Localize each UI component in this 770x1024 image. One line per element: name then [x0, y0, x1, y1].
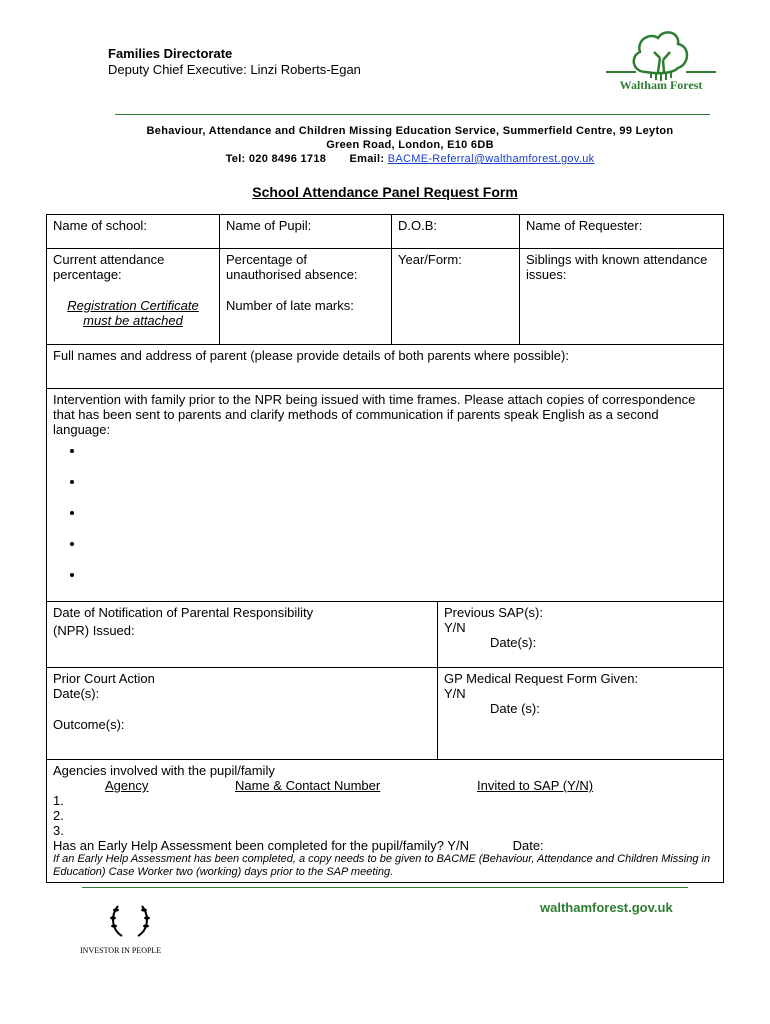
parents-cell[interactable]: [47, 345, 724, 389]
intervention-bullets: [85, 443, 717, 598]
early-help-note: If an Early Help Assessment has been completed, a copy needs to be given to BACME (Behaviour, Attendance and Children Missing in Education) Case Worker two (working) days prior to the SAP meeting.: [53, 853, 711, 878]
sap-yn: Y/N: [444, 620, 466, 635]
outcome-label: Outcome(s):: [53, 717, 125, 732]
npr-cell[interactable]: [47, 602, 438, 668]
agencies-cell[interactable]: [47, 760, 724, 883]
website-link[interactable]: walthamforest.gov.uk: [540, 900, 673, 915]
dob-label: D.O.B:: [398, 218, 438, 233]
invited-column: Invited to SAP (Y/N): [477, 778, 594, 793]
agency-item-1: 1.: [53, 793, 64, 808]
agency-item-3: 3.: [53, 823, 64, 838]
attendance-label: Current attendance percentage:: [53, 252, 165, 282]
header-divider: [115, 114, 710, 115]
list-item[interactable]: [85, 443, 717, 474]
pupil-name-cell[interactable]: [220, 215, 392, 249]
agency-header: [53, 778, 717, 793]
requester-label: Name of Requester:: [526, 218, 643, 233]
investor-in-people-text: INVESTOR IN PEOPLE: [80, 946, 162, 955]
court-action-label: Prior Court Action: [53, 671, 155, 686]
agency-item-2: 2.: [53, 808, 64, 823]
attendance-cell[interactable]: [47, 249, 220, 345]
list-item[interactable]: [85, 505, 717, 536]
unauthorised-label: Percentage of unauthorised absence:: [226, 252, 358, 282]
siblings-cell[interactable]: [520, 249, 724, 345]
registration-certificate-note: Registration Certificate must be attached: [67, 298, 199, 328]
dob-cell[interactable]: [392, 215, 520, 249]
deputy-chief-executive: Deputy Chief Executive: Linzi Roberts-Egan: [108, 62, 361, 77]
request-form-table: [46, 214, 724, 883]
telephone: Tel: 020 8496 1718: [225, 153, 327, 165]
npr-label-1: Date of Notification of Parental Responsibility: [53, 605, 314, 620]
court-dates-label: Date(s):: [53, 686, 100, 701]
gp-date-label: Date (s):: [490, 701, 540, 716]
email-label: Email:: [349, 153, 385, 165]
footer-divider: [82, 887, 688, 888]
siblings-label: Siblings with known attendance issues:: [526, 252, 708, 282]
sap-dates-label: Date(s):: [490, 635, 537, 650]
school-name-label: Name of school:: [53, 218, 147, 233]
intervention-label: Intervention with family prior to the NPR being issued with time frames. Please attach copies of correspondence that has been sent to parents and clarify methods of communication if parents speak English as a second language:: [53, 392, 696, 437]
service-line-1: Behaviour, Attendance and Children Missing Education Service, Summerfield Centre, 99 Leyton: [146, 125, 674, 137]
service-line-2: Green Road, London, E10 6DB: [326, 139, 494, 151]
email-link[interactable]: BACME-Referral@walthamforest.gov.uk: [387, 153, 595, 165]
list-item[interactable]: [85, 474, 717, 505]
gp-request-cell[interactable]: [438, 668, 724, 760]
early-help-line: [53, 838, 717, 853]
agencies-label: Agencies involved with the pupil/family: [53, 763, 275, 778]
school-name-cell[interactable]: [47, 215, 220, 249]
service-contact: [100, 152, 720, 166]
intervention-cell[interactable]: [47, 389, 724, 602]
early-help-question: Has an Early Help Assessment been completed for the pupil/family? Y/N: [53, 838, 469, 853]
previous-sap-cell[interactable]: [438, 602, 724, 668]
header-block: [108, 46, 361, 78]
list-item[interactable]: [85, 536, 717, 567]
early-help-date-label: Date:: [512, 838, 544, 853]
form-title: School Attendance Panel Request Form: [252, 184, 518, 200]
laurel-wreath-icon: [108, 900, 152, 940]
agency-column: Agency: [105, 778, 149, 793]
directorate: Families Directorate: [108, 46, 233, 61]
court-action-cell[interactable]: [47, 668, 438, 760]
parents-label: Full names and address of parent (please provide details of both parents where possible):: [53, 348, 569, 363]
gp-request-label: GP Medical Request Form Given:: [444, 671, 639, 686]
logo-text: Waltham Forest: [619, 78, 703, 92]
gp-yn: Y/N: [444, 686, 466, 701]
previous-sap-label: Previous SAP(s):: [444, 605, 543, 620]
requester-cell[interactable]: [520, 215, 724, 249]
service-address: [100, 124, 720, 166]
year-form-cell[interactable]: [392, 249, 520, 345]
late-marks-label: Number of late marks:: [226, 298, 354, 313]
list-item[interactable]: [85, 567, 717, 598]
unauthorised-cell[interactable]: [220, 249, 392, 345]
pupil-name-label: Name of Pupil:: [226, 218, 312, 233]
year-form-label: Year/Form:: [398, 252, 462, 267]
npr-label-2: (NPR) Issued:: [53, 623, 135, 638]
contact-column: Name & Contact Number: [235, 778, 381, 793]
